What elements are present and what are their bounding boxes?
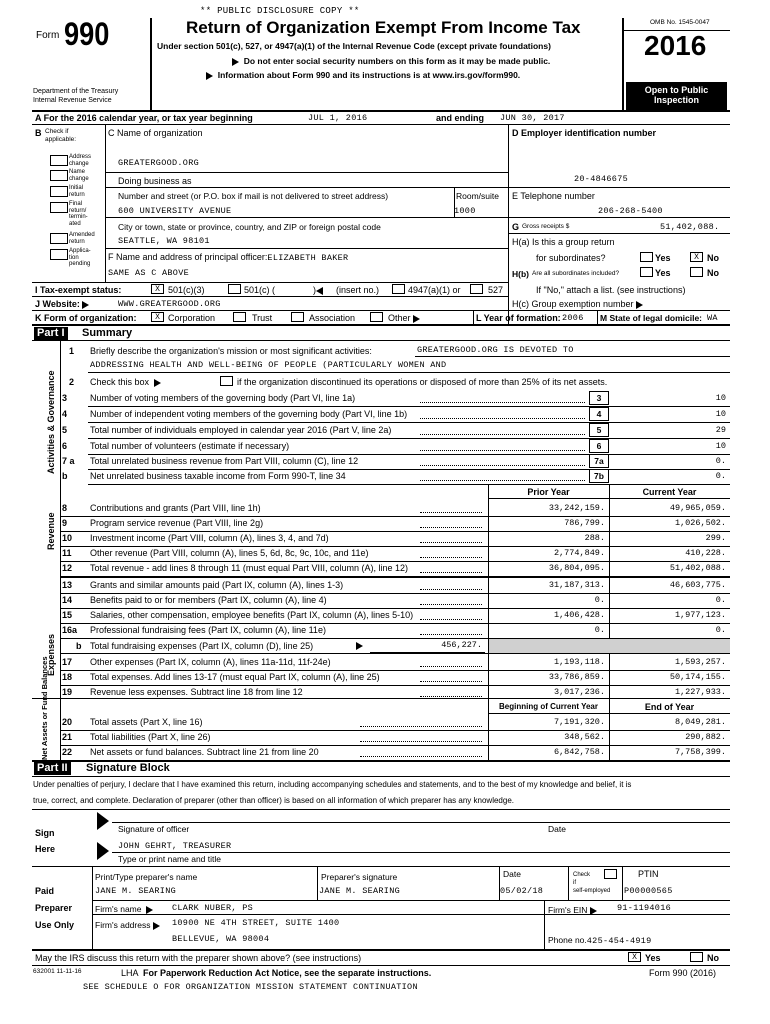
group-return-sub: for subordinates? xyxy=(536,253,606,263)
line-1-text: Briefly describe the organization's mission or most significant activities: xyxy=(90,346,372,356)
current-year-value: 1,227,933. xyxy=(674,687,726,697)
arrow-icon xyxy=(154,379,161,387)
current-year-value: 49,965,059. xyxy=(669,503,726,513)
leader-dots xyxy=(420,666,482,667)
row-a-label: A For the 2016 calendar year, or tax year beginning xyxy=(35,113,253,123)
row-rule xyxy=(60,653,730,654)
open-to-public-box xyxy=(626,82,727,110)
street-value: 600 UNIVERSITY AVENUE xyxy=(118,206,232,216)
line-value: 10 xyxy=(715,393,726,403)
line-box: 6 xyxy=(589,439,609,453)
end-year-value: 8,049,281. xyxy=(674,717,726,727)
address-change-label: Address change xyxy=(69,154,92,167)
corporation-checkbox[interactable]: X xyxy=(151,312,164,322)
discontinued-checkbox[interactable] xyxy=(220,376,233,386)
arrow-icon xyxy=(356,642,363,650)
prep-if-label: if xyxy=(573,880,576,886)
city-value: SEATTLE, WA 98101 xyxy=(118,236,210,246)
line-value: 0. xyxy=(715,456,726,466)
phone-value: 206-268-5400 xyxy=(598,206,663,216)
line-text: Other expenses (Part IX, column (A), lines 11a-11d, 11f-24e) xyxy=(90,657,331,667)
line-num: 12 xyxy=(62,563,73,573)
address-change-checkbox[interactable] xyxy=(50,155,68,166)
line-num: 5 xyxy=(62,425,68,435)
discuss-yes-label: Yes xyxy=(645,953,661,963)
row-rule xyxy=(60,745,730,746)
line-num: 21 xyxy=(62,732,73,742)
row-rule xyxy=(88,469,730,470)
arrow-icon xyxy=(82,301,89,309)
row-rule xyxy=(60,593,730,594)
sig-officer-label: Signature of officer xyxy=(118,824,190,834)
arrow-icon xyxy=(146,906,153,914)
hb-label: H(b) xyxy=(512,269,529,279)
line-num: 4 xyxy=(62,409,68,419)
527-label: 527 xyxy=(488,285,504,295)
line-num: 10 xyxy=(62,533,73,543)
row-rule xyxy=(88,438,730,439)
street-label: Number and street (or P.O. box if mail is not delivered to street address) xyxy=(118,191,389,201)
4947-label: 4947(a)(1) or xyxy=(408,285,461,295)
tax-year-begin: JUL 1, 2016 xyxy=(308,113,368,123)
year-formation-value: 2006 xyxy=(562,313,584,323)
row-rule xyxy=(60,670,730,671)
form-org-label: K Form of organization: xyxy=(35,313,137,323)
leader-dots xyxy=(420,418,585,419)
form-reference: Form 990 (2016) xyxy=(649,968,717,978)
officer-label: F Name and address of principal officer:ELIZABETH BAKER xyxy=(108,252,349,263)
prep-self-employed-label: self-employed xyxy=(573,888,611,894)
firm-ein: 91-1194016 xyxy=(617,903,672,913)
room-label: Room/suite xyxy=(456,191,499,201)
line-text: Total revenue - add lines 8 through 11 (must equal Part VIII, column (A), line 12) xyxy=(90,563,408,573)
prep-check-label: Check xyxy=(573,872,591,878)
trust-label: Trust xyxy=(252,313,273,323)
ha-no-label: No xyxy=(707,253,719,263)
line-text: Professional fundraising fees (Part IX, column (A), line 11e) xyxy=(90,625,326,635)
application-pending-checkbox[interactable] xyxy=(50,249,68,260)
col-end-year: End of Year xyxy=(644,702,695,712)
phone-label: E Telephone number xyxy=(512,191,595,201)
mission-line-1: GREATERGOOD.ORG IS DEVOTED TO xyxy=(417,345,574,355)
disclosure-banner: ** PUBLIC DISCLOSURE COPY ** xyxy=(200,6,360,16)
initial-return-label: Initial return xyxy=(69,185,85,198)
hb-yes-checkbox[interactable] xyxy=(640,267,653,277)
current-year-value: 46,603,775. xyxy=(669,580,726,590)
applicable-label: applicable: xyxy=(45,136,77,143)
current-year-value: 1,977,123. xyxy=(674,610,726,620)
line-num: 22 xyxy=(62,747,73,757)
here-label: Here xyxy=(35,844,56,854)
other-checkbox[interactable] xyxy=(370,312,383,322)
gross-receipts: 51,402,088. xyxy=(660,222,720,232)
prior-year-value: 786,799. xyxy=(564,518,605,528)
leader-dots xyxy=(420,480,585,481)
line-num: 11 xyxy=(62,548,72,558)
leader-dots xyxy=(420,527,482,528)
prep-name-label: Print/Type preparer's name xyxy=(95,872,198,882)
line-2-text: if the organization discontinued its operations or disposed of more than 25% of its net assets. xyxy=(237,377,608,387)
line-value: 0. xyxy=(715,471,726,481)
line-num: 17 xyxy=(62,657,73,667)
current-year-value: 50,174,155. xyxy=(669,672,726,682)
leader-dots xyxy=(360,726,482,727)
line-num: 3 xyxy=(62,393,68,403)
arrow-icon xyxy=(153,922,160,930)
firm-address-2: BELLEVUE, WA 98004 xyxy=(172,934,270,944)
name-arrow-icon xyxy=(97,842,109,860)
tax-year: 2016 xyxy=(644,30,707,61)
shaded-cell xyxy=(489,639,730,653)
paid-label: Paid xyxy=(35,886,55,896)
prior-year-value: 1,193,118. xyxy=(553,657,605,667)
arrow-icon xyxy=(413,315,420,323)
leader-dots xyxy=(420,589,482,590)
hb-no-label: No xyxy=(707,268,719,278)
prior-year-value: 288. xyxy=(584,533,605,543)
line-num: 18 xyxy=(62,672,73,682)
instruction-ssn: Do not enter social security numbers on this form as it may be made public. xyxy=(232,56,550,66)
row-rule xyxy=(60,516,730,517)
hb-text: Are all subordinates included? xyxy=(532,270,620,277)
line-text: Total number of volunteers (estimate if necessary) xyxy=(90,441,290,451)
group-return-label: H(a) Is this a group return xyxy=(512,237,615,247)
initial-return-checkbox[interactable] xyxy=(50,186,68,197)
application-pending-label: Applica- tion pending xyxy=(69,248,91,267)
leader-dots xyxy=(420,634,482,635)
self-employed-checkbox[interactable] xyxy=(604,869,617,879)
officer-name: ELIZABETH BAKER xyxy=(267,253,349,263)
gross-text: Gross receipts $ xyxy=(522,223,570,230)
and-ending-label: and ending xyxy=(436,113,484,123)
side-revenue: Revenue xyxy=(46,512,56,550)
row-rule xyxy=(60,531,730,532)
4947-checkbox[interactable] xyxy=(392,284,405,294)
amended-return-checkbox[interactable] xyxy=(50,233,68,244)
line-text: Investment income (Part VIII, column (A), lines 3, 4, and 7d) xyxy=(90,533,329,543)
group-exemption-label: H(c) Group exemption number xyxy=(512,299,643,309)
prior-year-value: 1,406,428. xyxy=(553,610,605,620)
line-num: 13 xyxy=(62,580,73,590)
line-text: Net assets or fund balances. Subtract line 21 from line 20 xyxy=(90,747,319,757)
leader-dots xyxy=(420,696,482,697)
col-prior-year: Prior Year xyxy=(527,487,570,497)
current-year-value: 410,228. xyxy=(685,548,726,558)
tax-exempt-label: I Tax-exempt status: xyxy=(35,285,122,295)
line-num: b xyxy=(76,641,82,651)
org-name-label: C Name of organization xyxy=(108,128,203,138)
part-ii-tag: Part II xyxy=(34,762,71,775)
line-num: b xyxy=(62,471,68,481)
final-return-checkbox[interactable] xyxy=(50,202,68,213)
current-year-value: 0. xyxy=(715,595,726,605)
line-value: 29 xyxy=(715,425,726,435)
line-text: Program service revenue (Part VIII, line 2g) xyxy=(90,518,264,528)
line-value: 10 xyxy=(715,409,726,419)
state-domicile-label: M State of legal domicile: xyxy=(600,313,703,323)
prior-year-value: 33,242,159. xyxy=(548,503,605,513)
irs: Internal Revenue Service xyxy=(33,97,112,104)
dept-treasury: Department of the Treasury xyxy=(33,88,119,95)
sign-arrow-icon xyxy=(97,812,109,830)
begin-year-value: 6,842,758. xyxy=(553,747,605,757)
prep-date-label: Date xyxy=(503,869,521,879)
type-name-label: Type or print name and title xyxy=(118,854,222,864)
schedule-o-note: SEE SCHEDULE O FOR ORGANIZATION MISSION STATEMENT CONTINUATION xyxy=(83,982,418,992)
leader-dots xyxy=(420,434,585,435)
527-checkbox[interactable] xyxy=(470,284,483,294)
line-num: 20 xyxy=(62,717,73,727)
tax-year-end: JUN 30, 2017 xyxy=(500,113,565,123)
prior-year-value: 36,804,095. xyxy=(548,563,605,573)
association-label: Association xyxy=(309,313,356,323)
perjury-line-1: Under penalties of perjury, I declare that I have examined this return, including accompanying schedules and statements, and to the best of my knowledge and belief, it is xyxy=(33,780,632,789)
section-b-label: B xyxy=(35,128,42,138)
instruction-info: Information about Form 990 and its instructions is at www.irs.gov/form990. xyxy=(206,70,520,80)
row-rule xyxy=(60,623,730,624)
line-text: Total unrelated business revenue from Part VIII, column (C), line 12 xyxy=(90,456,359,466)
row-rule xyxy=(88,422,730,423)
prior-year-value: 31,187,313. xyxy=(548,580,605,590)
officer-name-title: JOHN GEHRT, TREASURER xyxy=(118,841,232,851)
part-i-tag: Part I xyxy=(34,327,68,340)
line-text: Revenue less expenses. Subtract line 18 from line 12 xyxy=(90,687,303,697)
fundraising-value: 456,227. xyxy=(441,640,482,650)
line-num: 16a xyxy=(62,625,78,635)
inspection-label: Inspection xyxy=(653,95,699,105)
end-year-value: 7,758,399. xyxy=(674,747,726,757)
line-text: Benefits paid to or for members (Part IX, column (A), line 4) xyxy=(90,595,327,605)
ha-yes-checkbox[interactable] xyxy=(640,252,653,262)
prior-year-value: 3,017,236. xyxy=(553,687,605,697)
leader-dots xyxy=(420,604,482,605)
501c3-checkbox[interactable]: X xyxy=(151,284,164,294)
ein-label: D Employer identification number xyxy=(512,128,657,138)
row-rule xyxy=(60,730,730,731)
row-rule xyxy=(88,406,730,407)
line-text: Total liabilities (Part X, line 26) xyxy=(90,732,211,742)
begin-year-value: 348,562. xyxy=(564,732,605,742)
form-title: Return of Organization Exempt From Income Tax xyxy=(186,18,581,37)
prep-date: 05/02/18 xyxy=(500,886,544,896)
line-text: Total fundraising expenses (Part IX, column (D), line 25) xyxy=(90,641,314,651)
prep-name: JANE M. SEARING xyxy=(95,886,177,896)
line-num: 14 xyxy=(62,595,73,605)
state-domicile-value: WA xyxy=(707,313,718,323)
line-num: 9 xyxy=(62,518,68,528)
website-label: J Website: xyxy=(35,299,89,309)
end-year-value: 290,882. xyxy=(685,732,726,742)
501c-label: 501(c) ( xyxy=(244,285,276,295)
line-box: 7a xyxy=(589,454,609,468)
amended-return-label: Amended return xyxy=(69,232,95,245)
check-if-label: Check if xyxy=(45,128,69,135)
sig-date-label: Date xyxy=(548,824,566,834)
name-change-checkbox[interactable] xyxy=(50,170,68,181)
use-only-label: Use Only xyxy=(35,920,75,930)
insert-no-label: (insert no.) xyxy=(336,285,380,295)
line-num: 6 xyxy=(62,441,68,451)
preparer-label: Preparer xyxy=(35,903,73,913)
if-no-note: If "No," attach a list. (see instructions) xyxy=(536,285,686,295)
hb-yes-label: Yes xyxy=(655,268,671,278)
line-box: 3 xyxy=(589,391,609,405)
mission-line-2: ADDRESSING HEALTH AND WELL-BEING OF PEOPLE (PARTICULARLY WOMEN AND xyxy=(90,360,447,370)
current-year-value: 1,026,502. xyxy=(674,518,726,528)
row-rule xyxy=(60,561,730,562)
arrow-left-icon xyxy=(316,287,323,295)
line-text: Number of independent voting members of the governing body (Part VI, line 1b) xyxy=(90,409,408,419)
other-label: Other xyxy=(388,313,420,323)
leader-dots xyxy=(420,619,482,620)
col-begin-year: Beginning of Current Year xyxy=(499,702,598,711)
line-value: 10 xyxy=(715,441,726,451)
arrow-icon xyxy=(206,72,213,80)
current-year-value: 299. xyxy=(705,533,726,543)
line-text: Total assets (Part X, line 16) xyxy=(90,717,203,727)
trust-checkbox[interactable] xyxy=(233,312,246,322)
prep-sig: JANE M. SEARING xyxy=(319,886,401,896)
line-num: 7 a xyxy=(62,456,75,466)
line-text: Other revenue (Part VIII, column (A), lines 5, 6d, 8c, 9c, 10c, and 11e) xyxy=(90,548,369,558)
line-box: 5 xyxy=(589,423,609,437)
current-year-value: 0. xyxy=(715,625,726,635)
line-text: Total number of individuals employed in calendar year 2016 (Part V, line 2a) xyxy=(90,425,392,435)
ha-yes-label: Yes xyxy=(655,253,671,263)
leader-dots xyxy=(420,402,585,403)
open-label: Open to Public xyxy=(644,85,709,95)
ptin-label: PTIN xyxy=(638,869,659,879)
line-text: Net unrelated business taxable income from Form 990-T, line 34 xyxy=(90,471,346,481)
part-ii-title: Signature Block xyxy=(86,762,170,774)
city-label: City or town, state or province, country, and ZIP or foreign postal code xyxy=(118,222,381,232)
firm-name: CLARK NUBER, PS xyxy=(172,903,254,913)
name-change-label: Name change xyxy=(69,169,89,182)
line-text: Number of voting members of the governing body (Part VI, line 1a) xyxy=(90,393,356,403)
sign-label: Sign xyxy=(35,828,55,838)
phone-no-label: Phone no.425-454-4919 xyxy=(548,935,652,946)
prior-year-value: 0. xyxy=(594,625,605,635)
line-1-num: 1 xyxy=(68,346,74,356)
line-text: Contributions and grants (Part VIII, line 1h) xyxy=(90,503,261,513)
line-num: 15 xyxy=(62,610,73,620)
leader-dots xyxy=(420,450,585,451)
arrow-icon xyxy=(636,301,643,309)
501c-checkbox[interactable] xyxy=(228,284,241,294)
leader-dots xyxy=(420,572,482,573)
form-code: 632001 11-11-16 xyxy=(33,968,82,975)
side-activities-governance: Activities & Governance xyxy=(46,370,56,474)
leader-dots xyxy=(360,756,482,757)
leader-dots xyxy=(420,681,482,682)
form-subtitle: Under section 501(c), 527, or 4947(a)(1) of the Internal Revenue Code (except private foundations) xyxy=(157,41,551,51)
leader-dots xyxy=(420,557,482,558)
leader-dots xyxy=(420,542,482,543)
firm-phone: 425-454-4919 xyxy=(586,936,652,946)
row-rule xyxy=(88,454,730,455)
part-i-title: Summary xyxy=(82,327,133,339)
prior-year-value: 0. xyxy=(594,595,605,605)
firm-ein-label: Firm's EIN xyxy=(548,905,597,915)
room-value: 1000 xyxy=(454,206,476,216)
discuss-yes-checkbox[interactable]: X xyxy=(628,952,641,962)
omb-number: OMB No. 1545-0047 xyxy=(650,19,710,26)
line-num: 19 xyxy=(62,687,73,697)
final-return-label: Final return/ termin- ated xyxy=(69,201,88,227)
501c3-label: 501(c)(3) xyxy=(168,285,205,295)
prep-sig-label: Preparer's signature xyxy=(321,872,398,882)
lha-line: LHA For Paperwork Reduction Act Notice, see the separate instructions. xyxy=(121,968,432,978)
line-text: Total expenses. Add lines 13-17 (must equal Part IX, column (A), line 25) xyxy=(90,672,380,682)
ha-no-checkbox[interactable]: X xyxy=(690,252,703,262)
row-rule xyxy=(60,608,730,609)
col-current-year: Current Year xyxy=(642,487,697,497)
line-2-num: 2 xyxy=(68,377,74,387)
leader-dots xyxy=(420,465,585,466)
officer-address: SAME AS C ABOVE xyxy=(108,268,190,278)
corporation-label: Corporation xyxy=(168,313,216,323)
ptin-value: P00000565 xyxy=(624,886,673,896)
leader-dots xyxy=(360,741,482,742)
line-box: 4 xyxy=(589,407,609,421)
irs-discuss-question: May the IRS discuss this return with the preparer shown above? (see instructions) xyxy=(35,953,362,963)
ein-value: 20-4846675 xyxy=(574,174,629,184)
form-number: 990 xyxy=(64,16,110,52)
dba-label: Doing business as xyxy=(118,176,192,186)
row-rule xyxy=(60,685,730,686)
year-formation-label: L Year of formation: xyxy=(476,313,561,323)
side-net-assets: Net Assets or Fund Balances xyxy=(40,656,49,760)
line-box: 7b xyxy=(589,469,609,483)
website-value: WWW.GREATERGOOD.ORG xyxy=(118,299,221,309)
association-checkbox[interactable] xyxy=(291,312,304,322)
current-year-value: 51,402,088. xyxy=(669,563,726,573)
arrow-icon xyxy=(232,58,239,66)
discuss-no-label: No xyxy=(707,953,719,963)
leader-dots xyxy=(420,512,482,513)
prior-year-value: 33,786,859. xyxy=(548,672,605,682)
discuss-no-checkbox[interactable] xyxy=(690,952,703,962)
line-2-pre: Check this box xyxy=(90,377,161,387)
form-word: Form xyxy=(36,30,60,41)
firm-name-label: Firm's name xyxy=(95,904,153,914)
revenue-rule xyxy=(60,576,730,578)
begin-year-value: 7,191,320. xyxy=(553,717,605,727)
current-year-value: 1,593,257. xyxy=(674,657,726,667)
line-text: Salaries, other compensation, employee benefits (Part IX, column (A), lines 5-10) xyxy=(90,610,414,620)
gross-label: G xyxy=(512,222,520,232)
hb-no-checkbox[interactable] xyxy=(690,267,703,277)
row-rule xyxy=(60,546,730,547)
line-num: 8 xyxy=(62,503,68,513)
prior-year-value: 2,774,849. xyxy=(553,548,605,558)
side-expenses: Expenses xyxy=(46,633,56,676)
501c-close: ) xyxy=(313,285,323,295)
firm-address-label: Firm's address xyxy=(95,920,160,930)
line-text: Grants and similar amounts paid (Part IX, column (A), lines 1-3) xyxy=(90,580,344,590)
firm-address-1: 10900 NE 4TH STREET, SUITE 1400 xyxy=(172,918,340,928)
perjury-line-2: true, correct, and complete. Declaration of preparer (other than officer) is based on all information of which preparer has any knowledge. xyxy=(33,796,514,805)
org-name: GREATERGOOD.ORG xyxy=(118,158,200,168)
